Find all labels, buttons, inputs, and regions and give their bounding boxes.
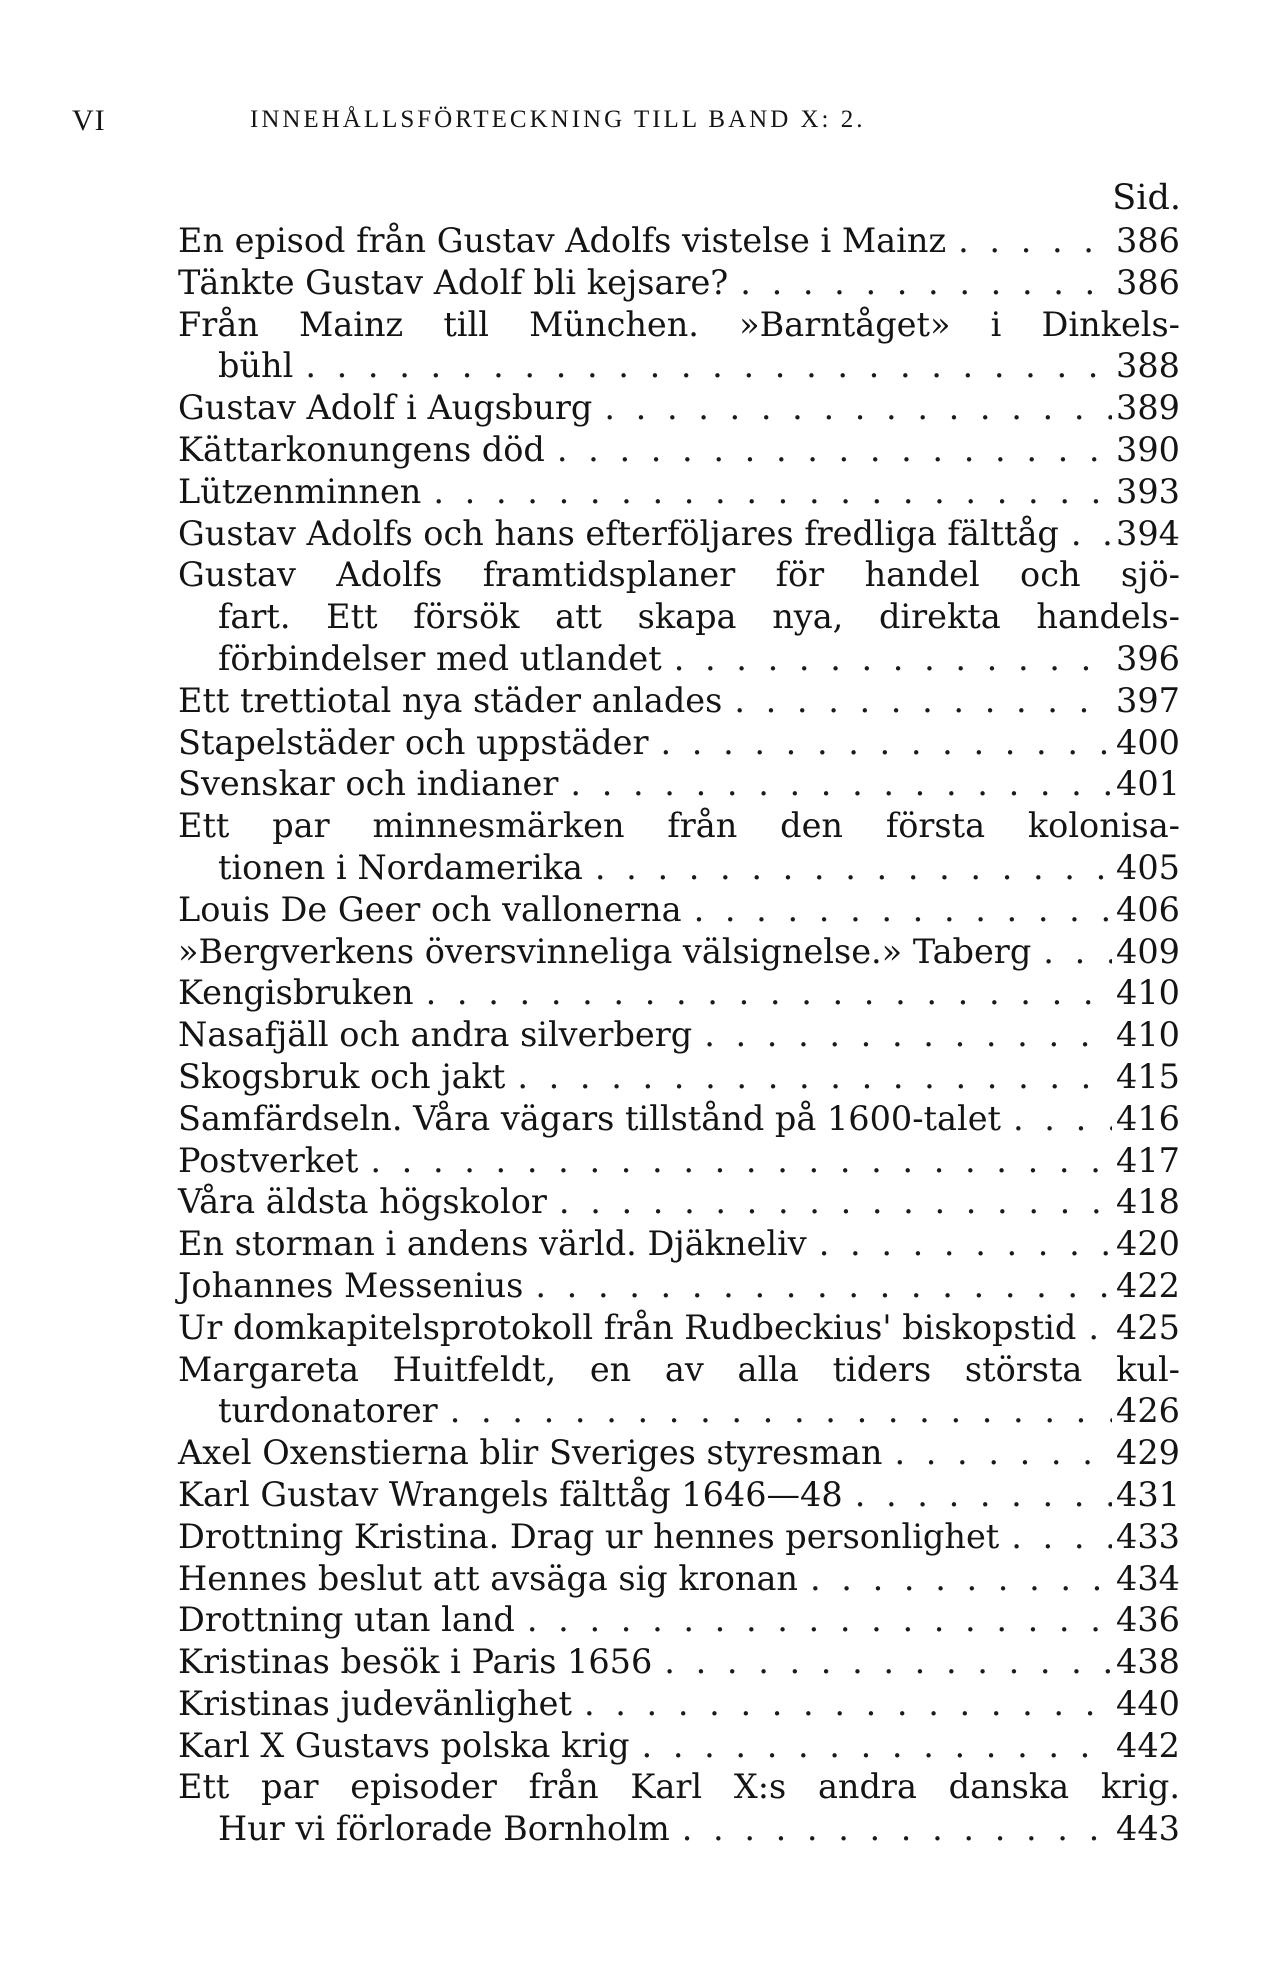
page-header [72,104,1182,144]
toc-entry-line [178,1599,1180,1641]
toc-entry-title: Karl X Gustavs polska krig [178,1725,630,1765]
toc-entry-title: Hur vi förlorade Bornholm [218,1809,670,1849]
toc-entry [178,1223,1180,1265]
dot-leader [1088,1307,1112,1349]
toc-entry [178,763,1180,805]
toc-page-number: 438 [1116,1642,1180,1682]
toc-entry-title: Kengisbruken [178,973,414,1013]
toc-page-number: 440 [1116,1683,1180,1723]
toc-entry-title: Postverket [178,1140,359,1180]
toc-entry-title: Tänkte Gustav Adolf bli kejsare? [178,262,729,302]
toc-entry-title: Skogsbruk och jakt [178,1056,506,1096]
toc-page-number: 406 [1116,889,1180,929]
dot-leader [595,847,1112,889]
toc-entry-title: En episod från Gustav Adolfs vistelse i Mainz [178,221,947,260]
toc-page-number: 433 [1116,1516,1180,1556]
toc-entry-line [178,1808,1180,1850]
toc-entry [178,220,1180,262]
toc-entry [178,1014,1180,1056]
toc-page-number: 420 [1116,1224,1180,1264]
toc-page-number: 389 [1116,388,1180,428]
dot-leader [734,680,1112,722]
toc-entry-title: En storman i andens värld. Djäkneliv [178,1224,807,1264]
toc-entry-title: Svenskar och indianer [178,764,559,804]
toc-entry [178,1516,1180,1558]
toc-entry-title: Hennes beslut att avsäga sig kronan [178,1558,798,1598]
toc-entry-line [178,345,1180,387]
toc-entry-title: Nasafjäll och andra silverberg [178,1015,693,1055]
toc-entry-title: bühl [218,346,294,386]
dot-leader [535,1265,1112,1307]
toc-entry [178,1056,1180,1098]
toc-entry [178,972,1180,1014]
dot-leader [1013,1098,1112,1140]
dot-leader [604,387,1112,429]
toc-entry-line [178,763,1180,805]
toc-entry-title: Från Mainz till München. »Barntåget» i Dinkels- [178,304,1180,344]
toc-entry-line [178,1098,1180,1140]
dot-leader [570,763,1112,805]
toc-entry [178,1683,1180,1725]
toc-page-number: 422 [1116,1265,1180,1305]
toc-entry-line [178,1641,1180,1683]
toc-entry [178,1725,1180,1767]
toc-entry [178,680,1180,722]
toc-entry [178,805,1180,889]
toc-page-number: 410 [1116,973,1180,1013]
toc-page-number: 429 [1116,1433,1180,1473]
toc-entry [178,1432,1180,1474]
toc-entry [178,722,1180,764]
toc-entry-line [178,429,1180,471]
toc-entry-title: Kättarkonungens död [178,429,545,469]
toc-entry-line [178,1181,1180,1223]
toc-entry-line [178,1140,1180,1182]
toc-entry-title: »Bergverkens översvinneliga välsignelse.» Taberg [178,931,1032,971]
dot-leader [958,220,1112,262]
toc-entry [178,1098,1180,1140]
toc-entry-title: turdonatorer [218,1391,438,1431]
toc-entry [178,554,1180,679]
toc-entry-line [178,513,1180,555]
dot-leader [450,1390,1112,1432]
toc-entry [178,304,1180,388]
toc-page-number: 417 [1116,1140,1180,1180]
toc-page-number: 443 [1116,1809,1180,1849]
dot-leader [664,1641,1112,1683]
toc-entry [178,471,1180,513]
toc-entry-line [178,1558,1180,1600]
toc-page-number: 442 [1116,1725,1180,1765]
dot-leader [527,1599,1112,1641]
dot-leader [674,638,1112,680]
toc-entry-title: Karl Gustav Wrangels fälttåg 1646—48 [178,1474,843,1514]
toc-entry-title: Axel Oxenstierna blir Sveriges styresman [178,1433,883,1473]
dot-leader [426,972,1112,1014]
toc-entry-title: tionen i Nordamerika [218,847,583,887]
toc-entry-line [178,1223,1180,1265]
toc-page-number: 425 [1116,1307,1180,1347]
toc-entry-line [178,638,1180,680]
toc-entry-line [178,1014,1180,1056]
toc-entry-title: Louis De Geer och vallonerna [178,889,682,929]
toc-page-number: 394 [1116,513,1180,553]
dot-leader [305,345,1112,387]
toc-entry-title: förbindelser med utlandet [218,638,662,678]
toc-page-number: 416 [1116,1098,1180,1138]
toc-entry-line [178,1390,1180,1432]
toc-entry [178,387,1180,429]
toc-entry-title: Lützenminnen [178,471,422,511]
dot-leader [1011,1516,1112,1558]
dot-leader [740,262,1112,304]
dot-leader [682,1808,1112,1850]
toc-entry-line [178,1265,1180,1307]
toc-entry-title: Drottning Kristina. Drag ur hennes personlighet [178,1516,1000,1556]
toc-entry [178,262,1180,304]
toc-entry-title: Gustav Adolf i Augsburg [178,388,593,428]
toc-entry-title: Drottning utan land [178,1600,515,1640]
dot-leader [894,1432,1112,1474]
dot-leader [559,1181,1112,1223]
dot-leader [642,1725,1112,1767]
toc-page-number: 393 [1116,471,1180,511]
dot-leader [704,1014,1112,1056]
toc-page-number: 400 [1116,722,1180,762]
dot-leader [819,1223,1112,1265]
dot-leader [1043,931,1112,973]
toc-page-number: 434 [1116,1558,1180,1598]
toc-entry-title: Ett par minnesmärken från den första kolonisa- [178,806,1180,846]
toc-entry-line [178,220,1180,262]
dot-leader [517,1056,1112,1098]
toc-entry [178,1349,1180,1433]
toc-page-number: 405 [1116,847,1180,887]
toc-entry-line [178,1432,1180,1474]
toc-page-number: 415 [1116,1056,1180,1096]
toc-page-number: 386 [1116,262,1180,302]
toc-entry-title: Ett trettiotal nya städer anlades [178,680,723,720]
page-number: VI [72,104,106,137]
toc-entry [178,1307,1180,1349]
toc-page-number: 401 [1116,764,1180,804]
toc-entry-title: Kristinas besök i Paris 1656 [178,1642,653,1682]
dot-leader [855,1474,1112,1516]
toc-entry-line [178,889,1180,931]
toc-entry-line [178,1056,1180,1098]
toc-entry-title: Kristinas judevänlighet [178,1683,572,1723]
running-title: INNEHÅLLSFÖRTECKNING TILL BAND X: 2. [250,106,866,133]
dot-leader [694,889,1112,931]
toc-entry-line [178,722,1180,764]
toc-entry-title: Våra äldsta högskolor [178,1182,547,1222]
toc-page-number: 418 [1116,1182,1180,1222]
toc-page-number: 409 [1116,931,1180,971]
toc-entry [178,1181,1180,1223]
toc-entry-line [178,387,1180,429]
toc-entry-line [178,1725,1180,1767]
toc-page-number: 410 [1116,1015,1180,1055]
toc-entry-line [178,262,1180,304]
toc-entry-line [178,1474,1180,1516]
toc-entry-line [178,972,1180,1014]
toc-entry [178,1641,1180,1683]
toc-entry-line [178,680,1180,722]
toc-page-number: 397 [1116,680,1180,720]
toc-entry-title: Gustav Adolfs och hans efterföljares fredliga fälttåg [178,513,1059,553]
table-of-contents [178,220,1180,1850]
toc-page-number: 431 [1116,1474,1180,1514]
toc-entry [178,513,1180,555]
toc-entry [178,931,1180,973]
dot-leader [660,722,1112,764]
toc-entry [178,1474,1180,1516]
toc-entry [178,1265,1180,1307]
toc-page-number: 426 [1116,1391,1180,1431]
toc-entry-title: Ur domkapitelsprotokoll från Rudbeckius' biskopstid [178,1307,1077,1347]
dot-leader [1071,513,1112,555]
toc-entry-title: Ett par episoder från Karl X:s andra danska krig. [178,1767,1180,1807]
toc-entry-title: Margareta Huitfeldt, en av alla tiders största kul- [178,1349,1180,1389]
page-column-label: Sid. [1112,178,1181,218]
toc-entry [178,1558,1180,1600]
toc-entry-title: Johannes Messenius [178,1265,524,1305]
toc-entry-line [178,931,1180,973]
toc-entry [178,1140,1180,1182]
toc-entry-title: Stapelstäder och uppstäder [178,722,649,762]
dot-leader [433,471,1112,513]
toc-entry-title: Gustav Adolfs framtidsplaner för handel och sjö- [178,555,1180,595]
toc-entry [178,1766,1180,1850]
toc-entry-line [178,1516,1180,1558]
toc-entry-line [178,1307,1180,1349]
dot-leader [584,1683,1112,1725]
toc-page-number: 386 [1116,221,1180,260]
toc-page-number: 390 [1116,429,1180,469]
toc-entry-line [178,1683,1180,1725]
dot-leader [810,1558,1112,1600]
toc-entry-title: fart. Ett försök att skapa nya, direkta handels- [218,597,1180,637]
toc-entry-title: Samfärdseln. Våra vägars tillstånd på 1600-talet [178,1098,1001,1138]
toc-entry [178,1599,1180,1641]
toc-entry-line [178,847,1180,889]
toc-entry-line [178,471,1180,513]
toc-page-number: 388 [1116,346,1180,386]
toc-entry [178,429,1180,471]
dot-leader [370,1140,1112,1182]
dot-leader [557,429,1112,471]
toc-page-number: 436 [1116,1600,1180,1640]
toc-page-number: 396 [1116,638,1180,678]
toc-entry [178,889,1180,931]
